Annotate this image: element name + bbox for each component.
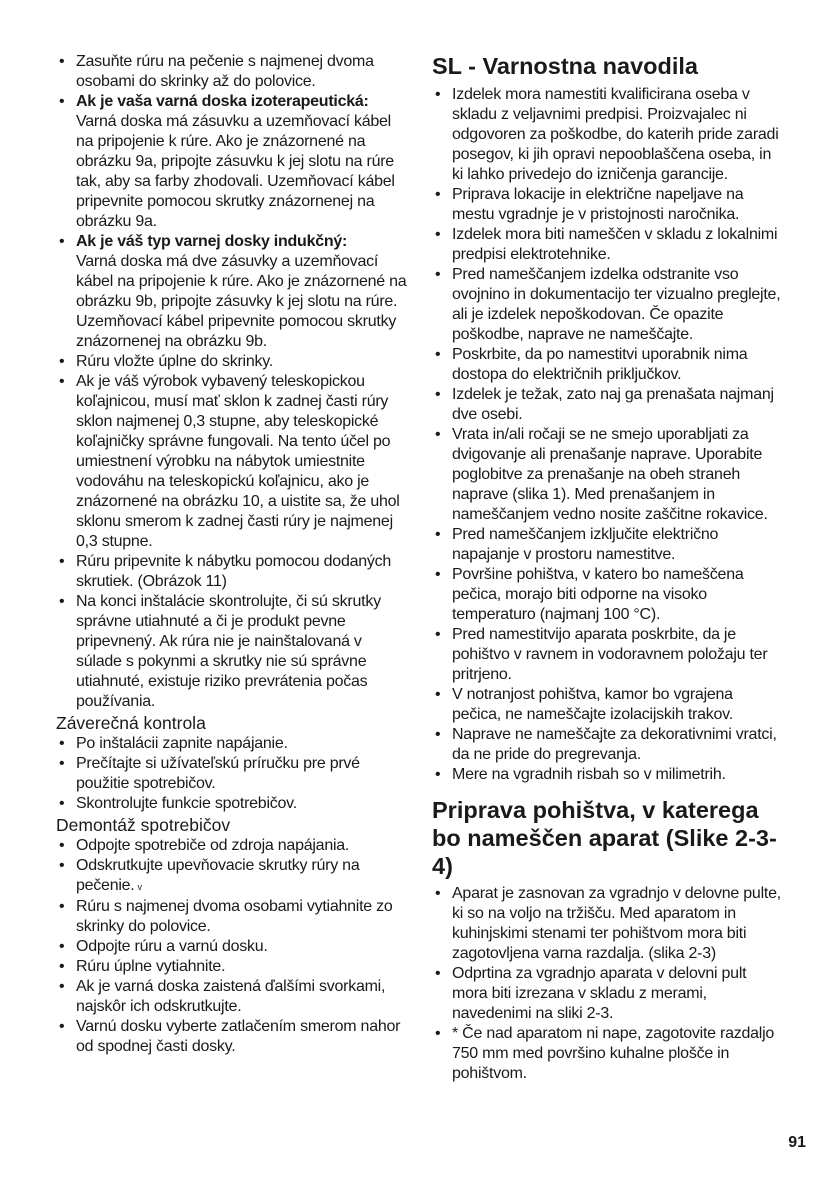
list-item: • Odskrutkujte upevňovacie skrutky rúry na pečenie. v: [56, 856, 408, 897]
list-item-isotherapeutic-hob: • Ak je vaša varná doska izoterapeutická: Varná doska má zásuvku a uzemňovací kábel na pripojenie k rúre. Ako je znázornené na obrázku 9a, pripojte zásuvku k jej slotu na rúre tak, aby sa farby zhodovali. Uzemňovací kábel pripevnite pomocou skrutky znázornenej na obrázku 9a.: [56, 92, 408, 232]
list-item: • Naprave ne nameščajte za dekorativnimi vratci, da ne pride do pregrevanja.: [432, 725, 784, 765]
list-item: • Vrata in/ali ročaji se ne smejo uporabljati za dvigovanje ali prenašanje naprave. Uporabite poglobitve za prenašanje na obeh straneh naprave (slika 1). Med prenašanjem in nameščanjem vedno nosite zaščitne rokavice.: [432, 425, 784, 525]
left-column: [56, 52, 408, 1057]
list-item: • Skontrolujte funkcie spotrebičov.: [56, 794, 408, 814]
list-item: • Rúru úplne vytiahnite.: [56, 957, 408, 977]
list-item: • Aparat je zasnovan za vgradnjo v delovne pulte, ki so na voljo na tržišču. Med aparatom in kuhinjskimi stenami ter pohištvom mora biti zagotovljena varna razdalja. (slika 2-3): [432, 884, 784, 964]
safety-title: SL - Varnostna navodila: [432, 53, 698, 79]
furniture-list: [432, 884, 784, 1084]
list-item: • Pred namestitvijo aparata poskrbite, da je pohištvo v ravnem in vodoravnem položaju ter pritrjeno.: [432, 625, 784, 685]
list-item: • Izdelek mora biti nameščen v skladu z lokalnimi predpisi elektrotehnike.: [432, 225, 784, 265]
list-item: • Površine pohištva, v katero bo nameščena pečica, morajo biti odporne na visoko temperaturo (najmanj 100 °C).: [432, 565, 784, 625]
right-column: [432, 52, 784, 1084]
list-item: • Odpojte rúru a varnú dosku.: [56, 937, 408, 957]
list-item: • Izdelek je težak, zato naj ga prenašata najmanj dve osebi.: [432, 385, 784, 425]
list-item: • Odprtina za vgradnjo aparata v delovni pult mora biti izrezana v skladu z merami, navedenimi na sliki 2-3.: [432, 964, 784, 1024]
installation-steps-list: [56, 52, 408, 712]
list-item: • Rúru pripevnite k nábytku pomocou dodaných skrutiek. (Obrázok 11): [56, 552, 408, 592]
list-item: • Rúru s najmenej dvoma osobami vytiahnite zo skrinky do polovice.: [56, 897, 408, 937]
list-item: • Odpojte spotrebiče od zdroja napájania.: [56, 836, 408, 856]
stray-mark: v: [137, 882, 142, 892]
list-item: • Ak je varná doska zaistená ďalšími svorkami, najskôr ich odskrutkujte.: [56, 977, 408, 1017]
removal-heading: Demontáž spotrebičov: [56, 815, 231, 835]
list-item: • * Če nad aparatom ni nape, zagotovite razdaljo 750 mm med površino kuhalne plošče in pohištvom.: [432, 1024, 784, 1084]
list-item: • Na konci inštalácie skontrolujte, či sú skrutky správne utiahnuté a či je produkt pevne pripevnený. Ak rúra nie je nainštalovaná v súlade s pokynmi a skrutky nie sú správne utiahnuté, existuje riziko prevrátenia počas používania.: [56, 592, 408, 712]
list-item: • Varnú dosku vyberte zatlačením smerom nahor od spodnej časti dosky.: [56, 1017, 408, 1057]
list-item: • Zasuňte rúru na pečenie s najmenej dvoma osobami do skrinky až do polovice.: [56, 52, 408, 92]
page-number: 91: [788, 1134, 806, 1151]
list-item: • V notranjost pohištva, kamor bo vgrajena pečica, ne nameščajte izolacijskih trakov.: [432, 685, 784, 725]
list-item: • Po inštalácii zapnite napájanie.: [56, 734, 408, 754]
final-check-list: [56, 734, 408, 814]
list-item: • Rúru vložte úplne do skrinky.: [56, 352, 408, 372]
list-item: • Prečítajte si užívateľskú príručku pre prvé použitie spotrebičov.: [56, 754, 408, 794]
removal-list: [56, 836, 408, 1057]
list-item: • Izdelek mora namestiti kvalificirana oseba v skladu z veljavnimi predpisi. Proizvajalec ni odgovoren za poškodbe, do katerih pride zaradi posegov, ki jih opravi nepooblaščena oseba, in ki lahko privedejo do izničenja garancije.: [432, 85, 784, 185]
list-item: • Mere na vgradnih risbah so v milimetrih.: [432, 765, 784, 785]
list-item: • Pred nameščanjem izključite električno napajanje v prostoru namestitve.: [432, 525, 784, 565]
list-item: • Pred nameščanjem izdelka odstranite vso ovojnino in dokumentacijo ter vizualno preglejte, ali je izdelek nepoškodovan. Če opazite poškodbe, naprave ne nameščajte.: [432, 265, 784, 345]
item-lead: • Ak je vaša varná doska izoterapeutická:: [76, 93, 369, 110]
list-item: • Poskrbite, da po namestitvi uporabnik nima dostopa do električnih priključkov.: [432, 345, 784, 385]
item-lead: • Ak je váš typ varnej dosky indukčný:: [76, 233, 348, 250]
list-item-induction-hob: • Ak je váš typ varnej dosky indukčný: Varná doska má dve zásuvky a uzemňovací kábel na pripojenie k rúre. Ako je znázornené na obrázku 9b, pripojte zásuvky k jej slotu na rúre. Uzemňovací kábel pripevnite pomocou skrutky znázornenej na obrázku 9b.: [56, 232, 408, 352]
list-item: • Ak je váš výrobok vybavený teleskopickou koľajnicou, musí mať sklon k zadnej časti rúry sklon najmenej 0,3 stupne, aby teleskopické koľajničky správne fungovali. Na tento účel po umiestnení výrobku na nábytok umiestnite vodováhu na teleskopickú koľajnicu, ako je znázornené na obrázku 10, a uistite sa, že uhol sklonu smerom k zadnej časti rúry je najmenej 0,3 stupne.: [56, 372, 408, 552]
furniture-title: Priprava pohištva, v katerega bo nameščen aparat (Slike 2-3-4): [432, 797, 777, 879]
list-item: • Priprava lokacije in električne napeljave na mestu vgradnje je v pristojnosti naročnika.: [432, 185, 784, 225]
final-check-heading: Záverečná kontrola: [56, 713, 206, 733]
safety-list: [432, 85, 784, 785]
